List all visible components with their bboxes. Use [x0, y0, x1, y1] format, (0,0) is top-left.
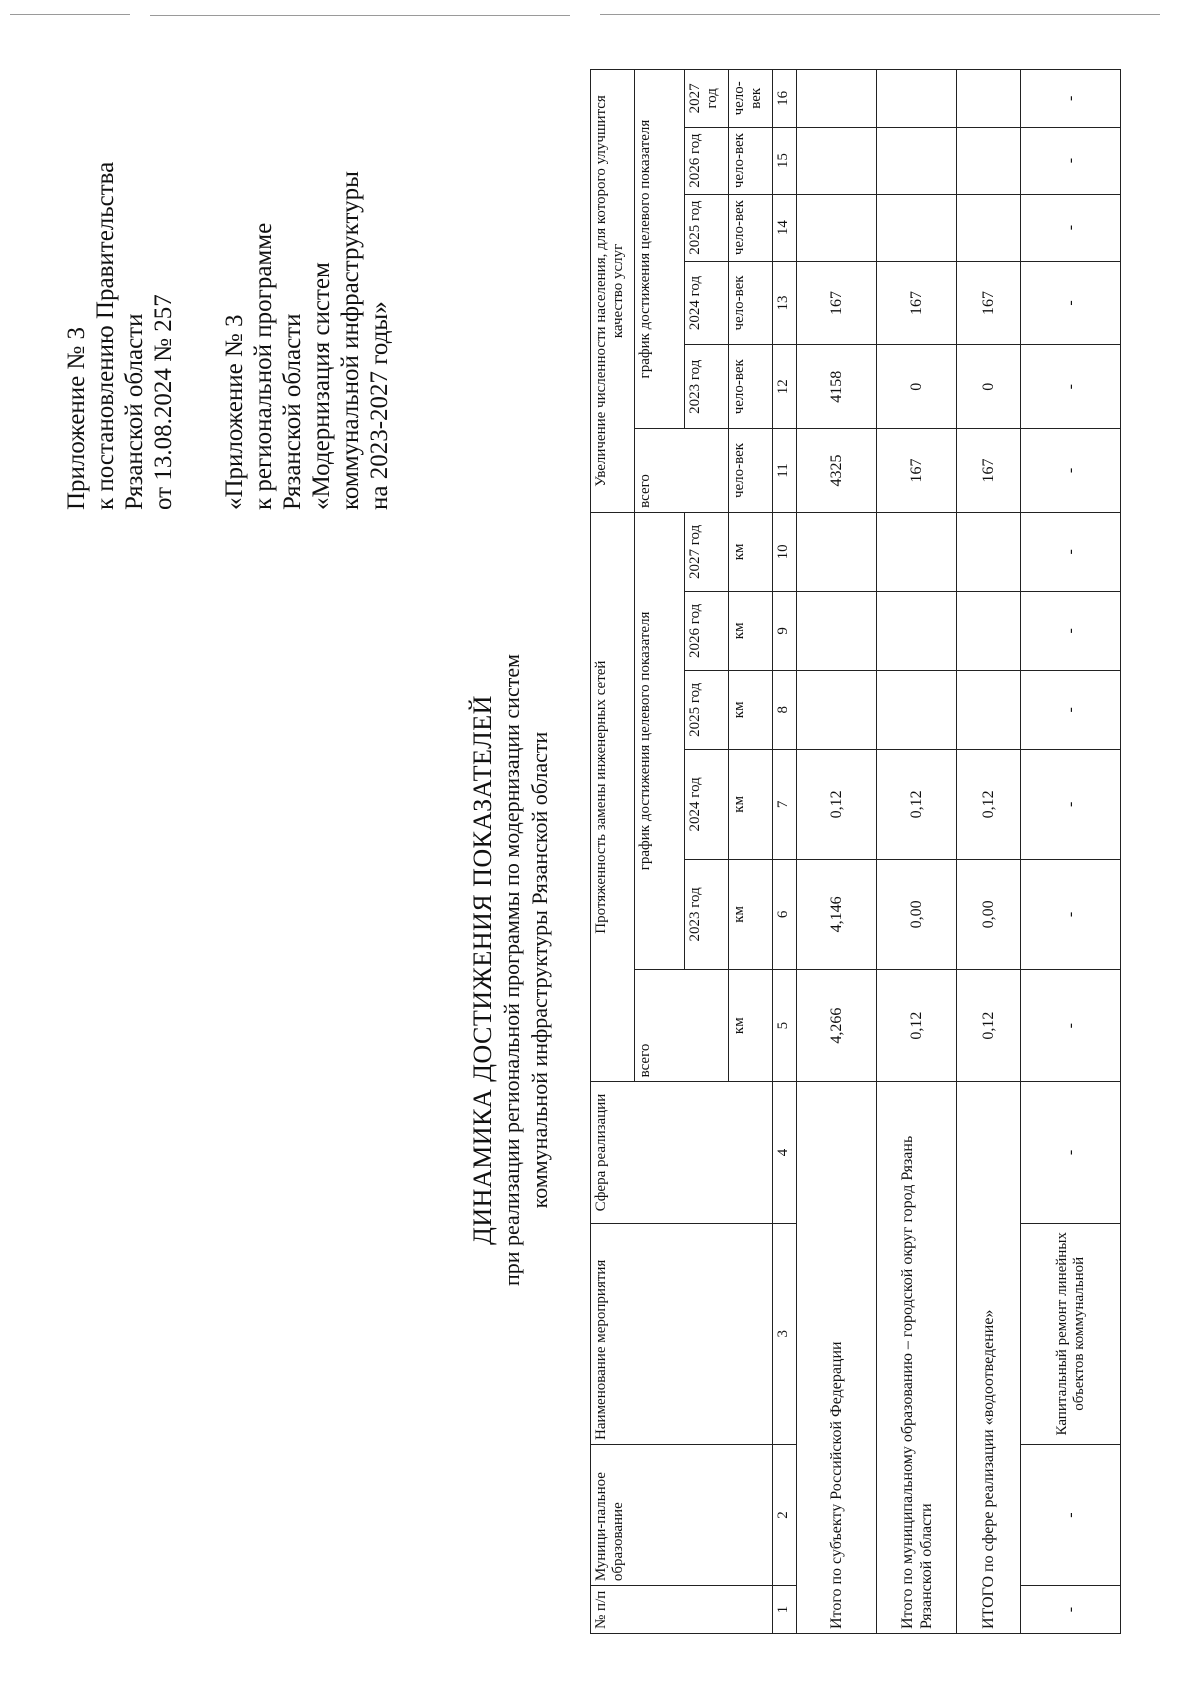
cell-km-2025	[957, 670, 1021, 749]
program-line: Рязанской области	[279, 313, 306, 510]
column-number: 5	[773, 969, 797, 1081]
table-row-sphere-total	[957, 70, 1021, 1634]
header-population-group: Увеличение численности населения, для которого улучшится качество услуг	[591, 70, 635, 513]
row-label: ИТОГО по сфере реализации «водоотведение»	[957, 1082, 1021, 1634]
cell-km-total: 0,12	[877, 969, 957, 1081]
header-year: 2026 год	[685, 127, 729, 194]
cell-people-total: 4325	[797, 429, 877, 513]
title-subtitle-line: при реализации региональной программы по модернизации систем	[499, 653, 524, 1287]
cell-people-2025	[957, 194, 1021, 261]
unit-km: км	[729, 591, 773, 670]
unit-km: км	[729, 670, 773, 749]
cell-people-2024: -	[1021, 261, 1121, 345]
column-number: 2	[773, 1444, 797, 1585]
unit-people: чело-век	[729, 194, 773, 261]
cell-km-2023: 0,00	[877, 859, 957, 969]
rotated-page-content	[40, 40, 1160, 1640]
table-row-subject-total	[797, 70, 877, 1634]
header-event-name: Наименование мероприятия	[591, 1223, 773, 1444]
title-main: ДИНАМИКА ДОСТИЖЕНИЯ ПОКАЗАТЕЛЕЙ	[468, 695, 497, 1245]
row-label: Итого по субъекту Российской Федерации	[797, 1082, 877, 1634]
cell-people-2025	[877, 194, 957, 261]
column-number: 15	[773, 127, 797, 194]
cell-municipality: -	[1021, 1444, 1121, 1585]
cell-km-2027	[877, 512, 957, 591]
cell-people-2026: -	[1021, 127, 1121, 194]
column-number: 10	[773, 512, 797, 591]
cell-km-2026	[797, 591, 877, 670]
header-total-km: всего	[635, 969, 729, 1081]
cell-people-total: 167	[957, 429, 1021, 513]
column-number: 8	[773, 670, 797, 749]
unit-km: км	[729, 969, 773, 1081]
cell-km-2023: 0,00	[957, 859, 1021, 969]
appendix-line: Рязанской области	[121, 313, 148, 510]
program-line: «Модернизация систем	[308, 262, 335, 510]
column-number: 11	[773, 429, 797, 513]
header-year: 2025 год	[685, 194, 729, 261]
table-header-row	[591, 70, 635, 1634]
cell-km-2024: 0,12	[877, 749, 957, 859]
cell-people-2026	[957, 127, 1021, 194]
header-networks-group: Протяженность замены инженерных сетей	[591, 512, 635, 1082]
program-line: на 2023-2027 годы»	[366, 301, 393, 510]
cell-people-2025: -	[1021, 194, 1121, 261]
cell-km-2023: -	[1021, 859, 1121, 969]
appendix-header	[62, 40, 394, 510]
unit-people: чело-век	[729, 429, 773, 513]
header-year: 2027 год	[685, 70, 729, 128]
cell-km-2026: -	[1021, 591, 1121, 670]
cell-sphere: -	[1021, 1082, 1121, 1223]
document-title	[468, 420, 554, 1520]
cell-people-total: 167	[877, 429, 957, 513]
header-year: 2024 год	[685, 749, 729, 859]
cell-km-2026	[957, 591, 1021, 670]
header-year: 2027 год	[685, 512, 729, 591]
cell-people-2026	[877, 127, 957, 194]
column-number: 14	[773, 194, 797, 261]
unit-people: чело-век	[729, 70, 773, 128]
cell-people-2026	[797, 127, 877, 194]
appendix-line: от 13.08.2024 № 257	[150, 294, 177, 510]
unit-km: км	[729, 749, 773, 859]
cell-km-2027	[957, 512, 1021, 591]
cell-km-2024: 0,12	[957, 749, 1021, 859]
header-year: 2023 год	[685, 345, 729, 429]
header-num: № п/п	[591, 1586, 773, 1634]
program-line: «Приложение № 3	[221, 314, 248, 510]
title-subtitle-line: коммунальной инфраструктуры Рязанской области	[527, 731, 552, 1209]
table-row-event	[1021, 70, 1121, 1634]
column-number: 13	[773, 261, 797, 345]
column-number: 12	[773, 345, 797, 429]
unit-people: чело-век	[729, 261, 773, 345]
header-year: 2026 год	[685, 591, 729, 670]
cell-km-2025	[877, 670, 957, 749]
program-line: к региональной программе	[250, 222, 277, 510]
header-schedule-km: график достижения целевого показателя	[635, 512, 685, 969]
cell-km-2023: 4,146	[797, 859, 877, 969]
column-number: 4	[773, 1082, 797, 1223]
cell-event-name: Капитальный ремонт линейных объектов коммунальной	[1021, 1223, 1121, 1444]
cell-people-2027	[877, 70, 957, 128]
cell-km-2026	[877, 591, 957, 670]
unit-people: чело-век	[729, 345, 773, 429]
column-number-row	[773, 70, 797, 1634]
header-total-people: всего	[635, 429, 729, 513]
header-sphere: Сфера реализации	[591, 1082, 773, 1223]
column-number: 1	[773, 1586, 797, 1634]
cell-num: -	[1021, 1586, 1121, 1634]
cell-people-2027: -	[1021, 70, 1121, 128]
indicators-table	[590, 69, 1121, 1634]
cell-km-2027	[797, 512, 877, 591]
column-number: 3	[773, 1223, 797, 1444]
header-municipality: Муници-пальное образование	[591, 1444, 773, 1585]
cell-km-total: -	[1021, 969, 1121, 1081]
column-number: 7	[773, 749, 797, 859]
cell-km-total: 4,266	[797, 969, 877, 1081]
cell-km-total: 0,12	[957, 969, 1021, 1081]
header-schedule-people: график достижения целевого показателя	[635, 70, 685, 429]
unit-km: км	[729, 859, 773, 969]
cell-people-2024: 167	[957, 261, 1021, 345]
table-row-municipality-total	[877, 70, 957, 1634]
header-year: 2025 год	[685, 670, 729, 749]
appendix-line: Приложение № 3	[63, 326, 90, 510]
appendix-line: к постановлению Правительства	[92, 161, 119, 510]
cell-km-2025	[797, 670, 877, 749]
cell-people-2023: 0	[877, 345, 957, 429]
program-line: коммунальной инфраструктуры	[337, 171, 364, 510]
column-number: 9	[773, 591, 797, 670]
cell-people-2027	[797, 70, 877, 128]
cell-people-2024: 167	[797, 261, 877, 345]
cell-km-2027: -	[1021, 512, 1121, 591]
cell-people-2023: 4158	[797, 345, 877, 429]
cell-people-2027	[957, 70, 1021, 128]
cell-people-2023: -	[1021, 345, 1121, 429]
cell-people-2025	[797, 194, 877, 261]
header-year: 2024 год	[685, 261, 729, 345]
cell-km-2024: -	[1021, 749, 1121, 859]
cell-people-2024: 167	[877, 261, 957, 345]
column-number: 6	[773, 859, 797, 969]
cell-km-2024: 0,12	[797, 749, 877, 859]
scan-edge-marks	[0, 0, 1200, 22]
cell-people-total: -	[1021, 429, 1121, 513]
cell-people-2023: 0	[957, 345, 1021, 429]
cell-km-2025: -	[1021, 670, 1121, 749]
header-year: 2023 год	[685, 859, 729, 969]
unit-km: км	[729, 512, 773, 591]
unit-people: чело-век	[729, 127, 773, 194]
column-number: 16	[773, 70, 797, 128]
row-label: Итого по муниципальному образованию – городской округ город Рязань Рязанской области	[877, 1082, 957, 1634]
